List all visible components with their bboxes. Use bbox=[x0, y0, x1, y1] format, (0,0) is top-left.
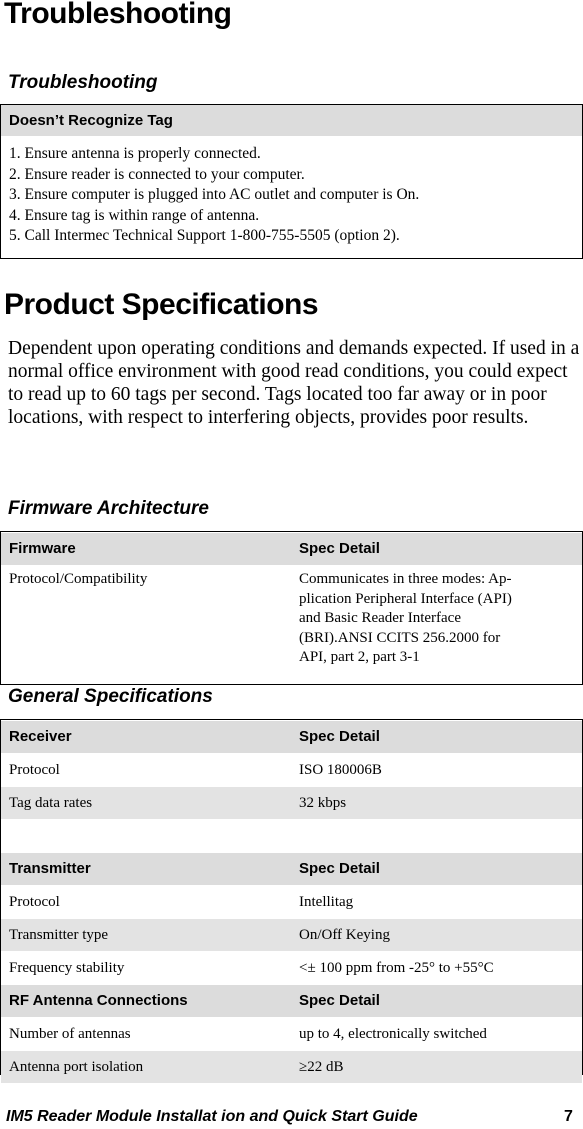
table-header-row bbox=[1, 984, 582, 1017]
table-cell: Frequency stability bbox=[9, 960, 125, 976]
table-cell: ≥22 dB bbox=[299, 1059, 344, 1075]
cell-line: and Basic Reader Interface bbox=[299, 610, 461, 626]
table-cell: Protocol bbox=[9, 894, 60, 910]
column-header: Spec Detail bbox=[299, 728, 380, 745]
footer-text: IM5 Reader Module Installat ion and Quick Start Guide bbox=[6, 1108, 418, 1125]
table-header-row bbox=[1, 852, 582, 885]
table-cell: up to 4, electronically switched bbox=[299, 1026, 487, 1042]
page-number: 7 bbox=[564, 1108, 573, 1125]
specs-title: Product Specifications bbox=[4, 288, 319, 321]
table-cell: Transmitter type bbox=[9, 927, 109, 943]
cell-line: Communicates in three modes: Ap- bbox=[299, 571, 512, 587]
column-header: Spec Detail bbox=[299, 540, 380, 557]
table-row bbox=[1, 918, 582, 951]
troubleshooting-caption: Troubleshooting bbox=[8, 72, 158, 93]
troubleshooting-header: Doesn’t Recognize Tag bbox=[1, 105, 582, 136]
page-title: Troubleshooting bbox=[4, 0, 232, 30]
table-cell: 32 kbps bbox=[299, 795, 347, 811]
cell-line: (BRI).ANSI CCITS 256.2000 for bbox=[299, 629, 501, 646]
cell-line: API, part 2, part 3-1 bbox=[299, 649, 420, 665]
troubleshooting-table bbox=[0, 104, 583, 259]
specs-paragraph: Dependent upon operating conditions and demands expected. If used in a normal office environment with good read conditions, you could expect to read up to 60 tags per second. Tags located too far away or in poor locations, with respect to interfering objects, provides poor results. bbox=[8, 338, 580, 428]
table-cell: Protocol/Compatibility bbox=[9, 571, 148, 587]
list-item: 1. Ensure antenna is properly connected. bbox=[9, 145, 261, 162]
table-row bbox=[1, 951, 582, 984]
column-header: Receiver bbox=[9, 728, 72, 745]
table-row bbox=[1, 753, 582, 786]
table-cell: Antenna port isolation bbox=[9, 1059, 144, 1075]
table-cell bbox=[299, 570, 582, 668]
table-cell: <± 100 ppm from -25° to +55°C bbox=[299, 960, 494, 976]
column-header: Spec Detail bbox=[299, 992, 380, 1009]
column-header: Spec Detail bbox=[299, 860, 380, 877]
list-item: 3. Ensure computer is plugged into AC outlet and computer is On. bbox=[9, 186, 420, 203]
table-cell: On/Off Keying bbox=[299, 927, 390, 943]
column-header: RF Antenna Connections bbox=[9, 992, 188, 1009]
list-item: 4. Ensure tag is within range of antenna. bbox=[9, 206, 260, 224]
general-caption: General Specifications bbox=[8, 686, 213, 707]
firmware-caption: Firmware Architecture bbox=[8, 498, 209, 519]
table-row bbox=[1, 786, 582, 819]
table-cell: Number of antennas bbox=[9, 1026, 131, 1042]
table-row-empty bbox=[1, 819, 582, 852]
troubleshooting-steps bbox=[1, 136, 582, 247]
column-header: Firmware bbox=[9, 540, 76, 557]
list-item: 5. Call Intermec Technical Support 1-800-755-5505 (option 2). bbox=[9, 227, 400, 244]
table-row bbox=[1, 885, 582, 918]
table-row bbox=[1, 1017, 582, 1050]
cell-line: plication Peripheral Interface (API) bbox=[299, 590, 512, 607]
table-header-row bbox=[1, 532, 582, 565]
table-row bbox=[1, 1050, 582, 1083]
column-header: Transmitter bbox=[9, 860, 91, 877]
table-cell: Intellitag bbox=[299, 894, 354, 910]
general-specs-table bbox=[0, 719, 583, 1075]
table-cell: Tag data rates bbox=[9, 795, 93, 811]
table-header-row bbox=[1, 720, 582, 753]
table-cell: ISO 180006B bbox=[299, 762, 382, 778]
list-item: 2. Ensure reader is connected to your computer. bbox=[9, 165, 305, 183]
firmware-table bbox=[0, 531, 583, 685]
table-cell: Protocol bbox=[9, 762, 60, 778]
table-row bbox=[1, 565, 582, 668]
